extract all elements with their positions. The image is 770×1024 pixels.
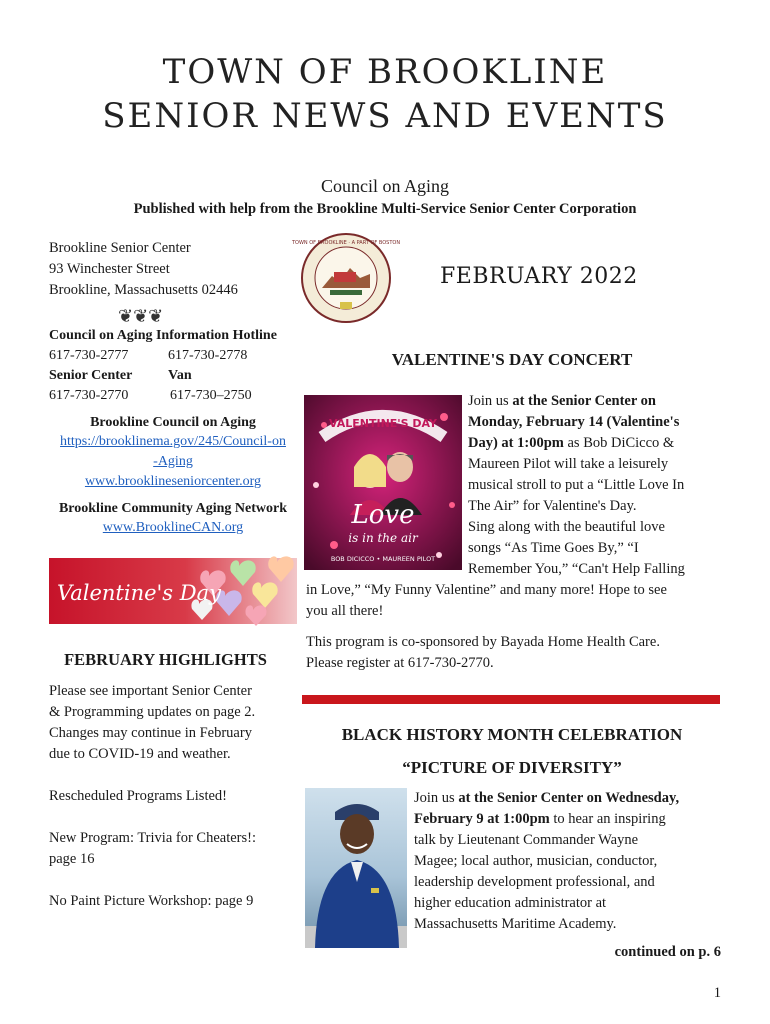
- newsletter-title-line2: SENIOR NEWS AND EVENTS: [102, 96, 668, 136]
- valentine-line8: songs “As Time Goes By,” “I: [468, 540, 639, 556]
- black-history-subheading: “PICTURE OF DIVERSITY”: [402, 758, 622, 777]
- bhm-line2: February 9 at 1:00pm to hear an inspiring: [414, 811, 666, 827]
- seal-text: TOWN OF BROOKLINE · A PART OF BOSTON: [291, 240, 401, 246]
- valentine-line5: musical stroll to put a “Little Love In: [468, 477, 685, 493]
- bhm-line7: Massachusetts Maritime Academy.: [414, 916, 617, 932]
- address-line2: 93 Winchester Street: [49, 261, 170, 277]
- council-links-title: Brookline Council on Aging: [90, 415, 256, 430]
- speaker-photo: [305, 788, 407, 948]
- van-label: Van: [168, 368, 192, 383]
- bhm-line4: Magee; local author, musician, conductor,: [414, 853, 658, 869]
- bhm-line1: Join us at the Senior Center on Wednesday,: [414, 790, 680, 806]
- valentine-line2: Monday, February 14 (Valentine's: [468, 414, 680, 430]
- section-divider-bar: [302, 695, 720, 704]
- senior-center-phone: 617-730-2770: [49, 388, 129, 403]
- black-history-heading: BLACK HISTORY MONTH CELEBRATION: [341, 725, 683, 744]
- valentine-line4: Maureen Pilot will take a leisurely: [468, 456, 669, 472]
- valentines-candy-hearts-image: [49, 558, 297, 624]
- sponsor-line2: Please register at 617-730-2770.: [306, 655, 494, 671]
- valentine-line6: The Air” for Valentine's Day.: [468, 498, 637, 514]
- hotline-phone2: 617-730-2778: [168, 348, 248, 363]
- council-url-line1[interactable]: https://brooklinema.gov/245/Council-on: [60, 434, 286, 449]
- hotline-phone1: 617-730-2777: [49, 348, 129, 363]
- february-highlights-heading: FEBRUARY HIGHLIGHTS: [64, 650, 267, 669]
- highlights-p1-line1: Please see important Senior Center: [49, 683, 252, 699]
- valentine-line10: in Love,” “My Funny Valentine” and many more! Hope to see: [306, 582, 667, 598]
- highlights-p1-line2: & Programming updates on page 2.: [49, 704, 256, 720]
- senior-center-website-link[interactable]: www.brooklineseniorcenter.org: [84, 474, 262, 489]
- van-phone: 617-730–2750: [170, 388, 252, 403]
- highlights-p1-line4: due to COVID-19 and weather.: [49, 746, 231, 762]
- council-url-link[interactable]: [49, 432, 297, 472]
- floral-ornament-icon: ❦❦❦: [118, 306, 164, 326]
- newsletter-title-line1: TOWN OF BROOKLINE: [162, 52, 608, 92]
- hotline-title: Council on Aging Information Hotline: [49, 328, 277, 343]
- highlights-p1-line3: Changes may continue in February: [49, 725, 252, 741]
- network-title: Brookline Community Aging Network: [58, 501, 288, 516]
- published-by-line: Published with help from the Brookline Multi-Service Senior Center Corporation: [133, 201, 637, 217]
- council-subtitle: Council on Aging: [320, 176, 449, 196]
- highlights-trivia-line1: New Program: Trivia for Cheaters!:: [49, 830, 256, 846]
- bhm-line5: leadership development professional, and: [414, 874, 655, 890]
- poster-title: VALENTINE'S DAY: [328, 417, 438, 430]
- issue-month-heading: FEBRUARY 2022: [440, 264, 638, 289]
- valentine-line11: you all there!: [306, 603, 384, 619]
- page-number: 1: [713, 985, 721, 1001]
- address-line1: Brookline Senior Center: [49, 240, 191, 256]
- highlights-trivia-line2: page 16: [49, 851, 95, 867]
- valentine-line1: Join us at the Senior Center on: [468, 393, 656, 409]
- continued-note: continued on p. 6: [614, 944, 721, 960]
- valentine-concert-poster-image: [304, 395, 462, 570]
- bhm-line3: talk by Lieutenant Commander Wayne: [414, 832, 639, 848]
- sponsor-line1: This program is co-sponsored by Bayada Home Health Care.: [306, 634, 660, 650]
- network-website-link[interactable]: www.BrooklineCAN.org: [102, 520, 244, 535]
- valentine-line9: Remember You,” “Can't Help Falling: [468, 561, 685, 577]
- poster-love-text: Love: [351, 500, 415, 530]
- valentine-line3: Day) at 1:00pm as Bob DiCicco &: [468, 435, 675, 451]
- valentine-concert-heading: VALENTINE'S DAY CONCERT: [391, 350, 633, 369]
- highlights-rescheduled: Rescheduled Programs Listed!: [49, 788, 227, 804]
- town-seal-logo: [291, 232, 401, 324]
- valentine-line7: Sing along with the beautiful love: [468, 519, 665, 535]
- poster-air-text: is in the air: [348, 531, 418, 545]
- highlights-paint-workshop: No Paint Picture Workshop: page 9: [49, 893, 254, 909]
- council-url-line2[interactable]: -Aging: [153, 454, 193, 469]
- poster-names: BOB DICICCO • MAUREEN PILOT: [330, 555, 436, 563]
- hearts-banner-text: Valentine's Day: [57, 581, 221, 605]
- address-line3: Brookline, Massachusetts 02446: [49, 282, 238, 298]
- senior-center-label: Senior Center: [49, 368, 133, 383]
- bhm-line6: higher education administrator at: [414, 895, 607, 911]
